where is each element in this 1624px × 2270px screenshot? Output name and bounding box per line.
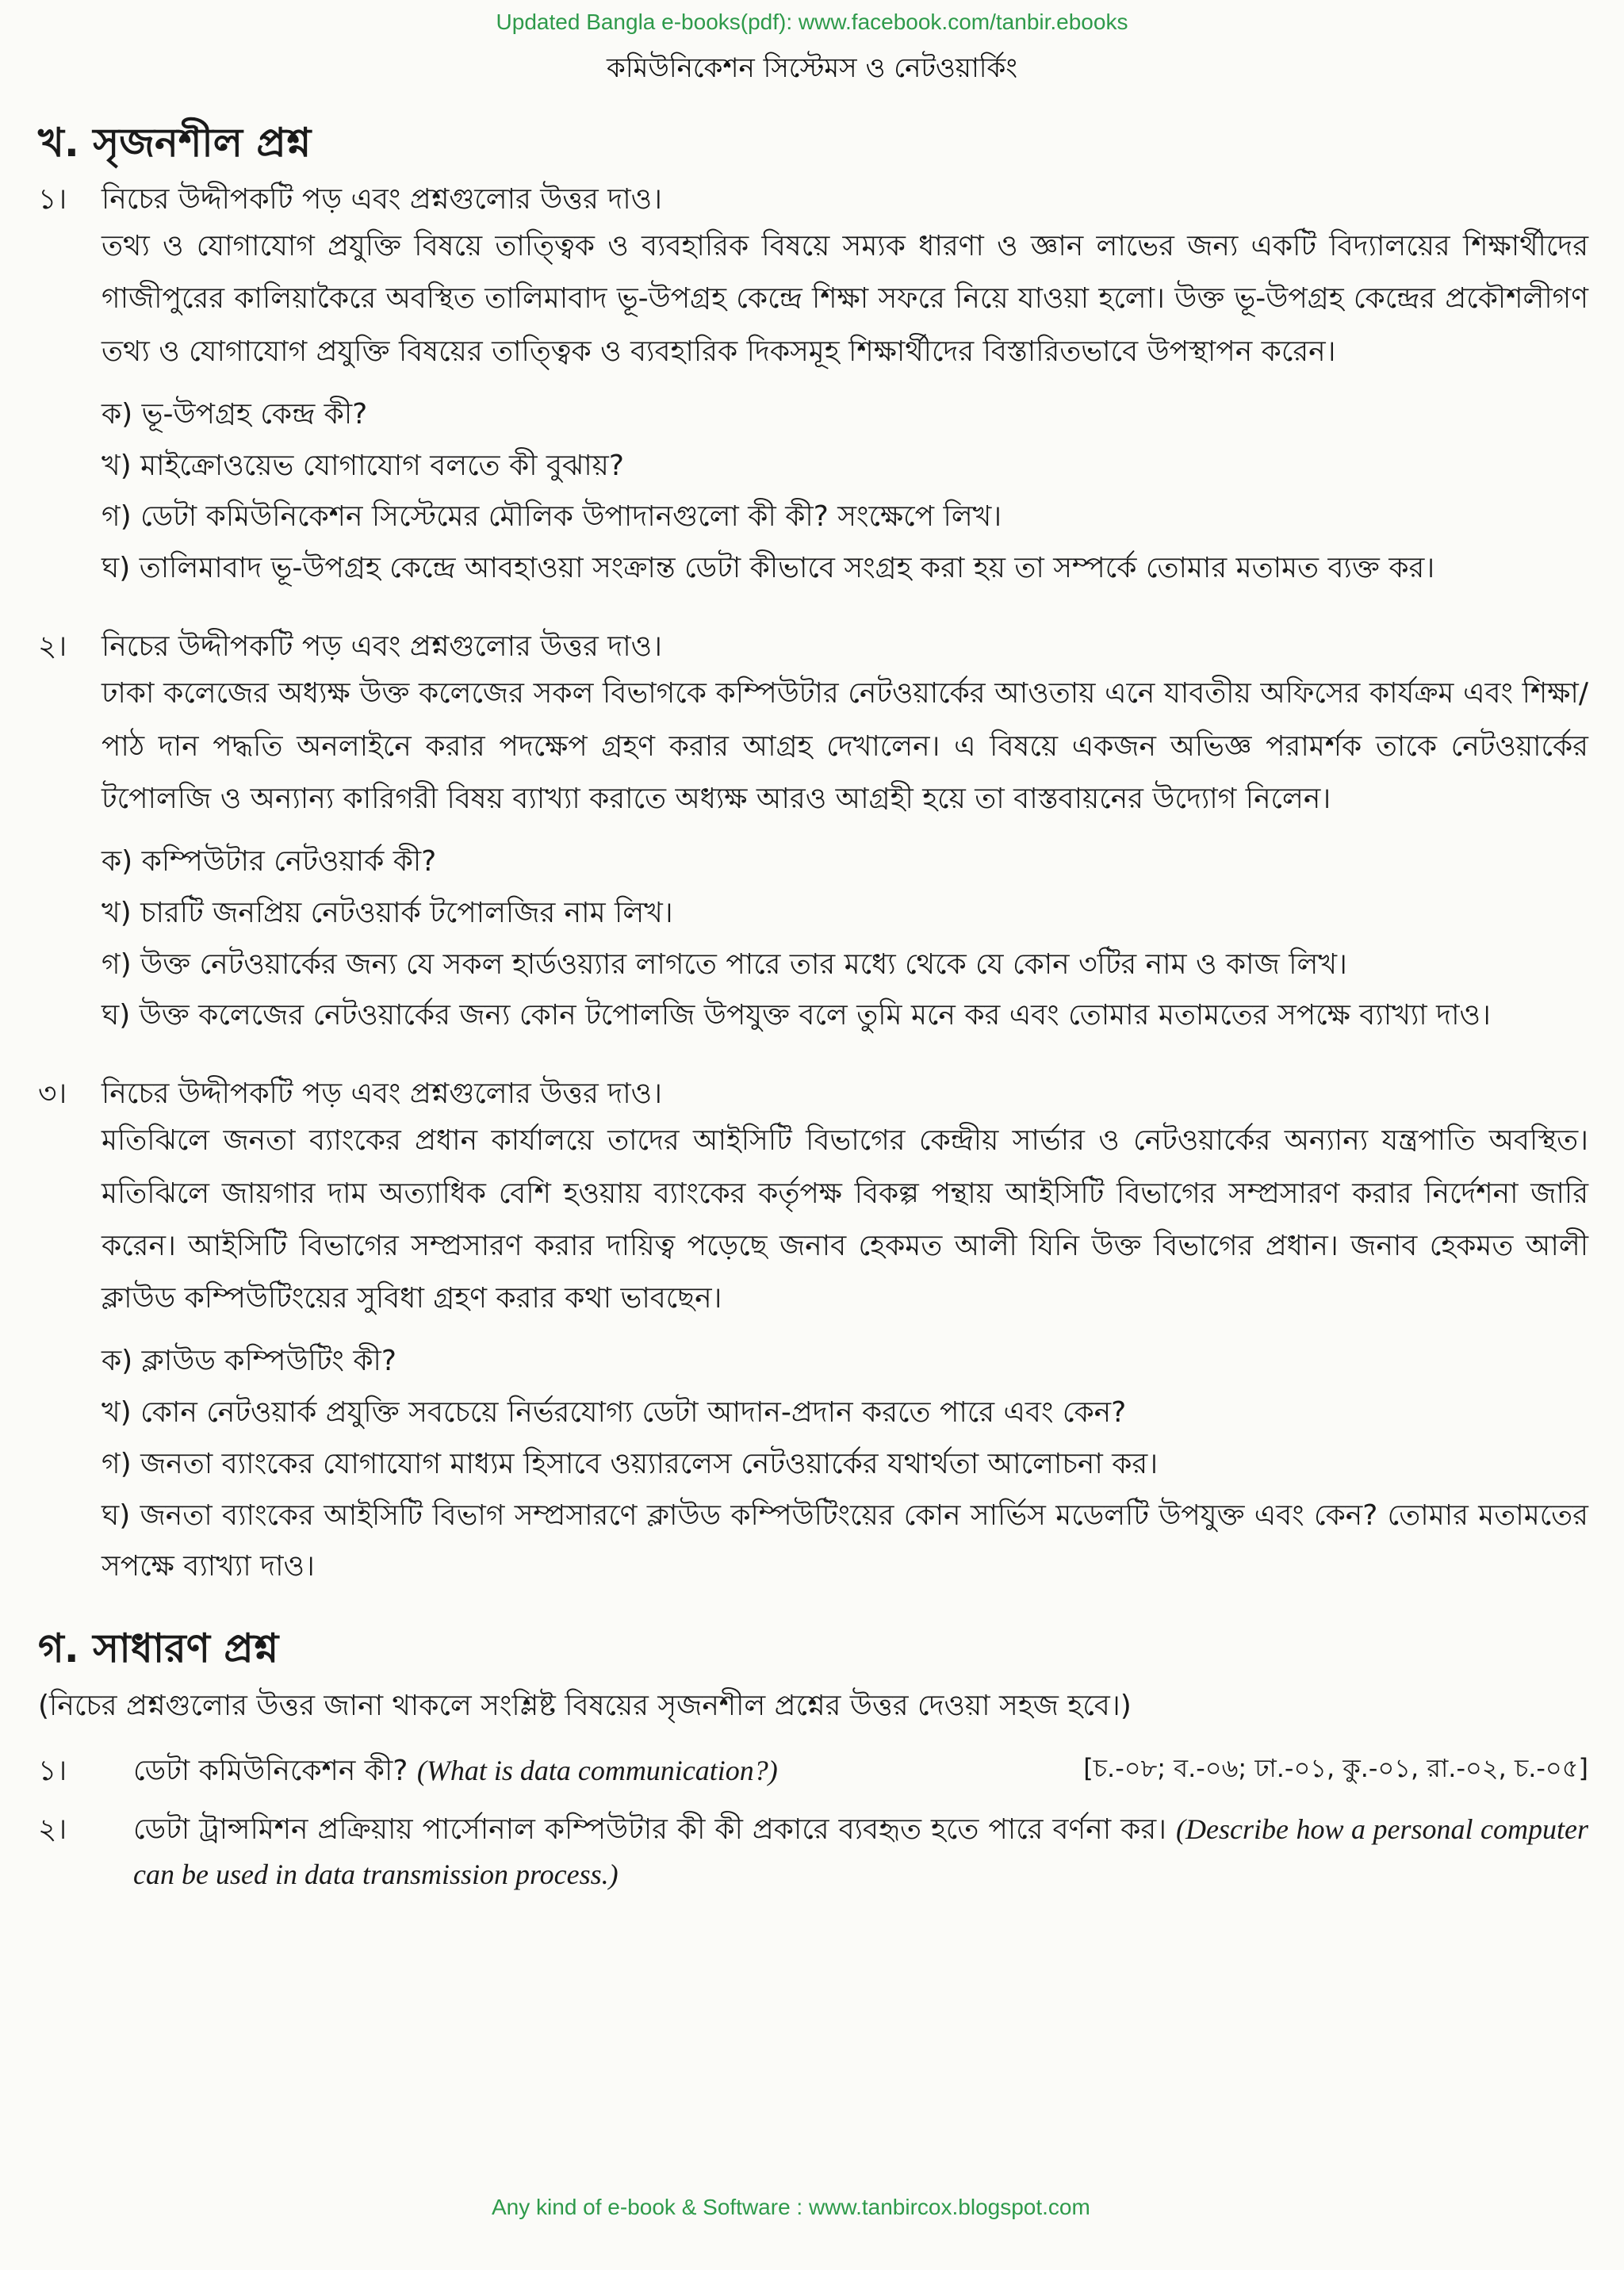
sub-question: ক) ক্লাউড কম্পিউটিং কী? [102,1345,396,1378]
watermark-top: Updated Bangla e-books(pdf): www.facebook.com/tanbir.ebooks [496,10,1128,34]
sub-question: ঘ) উক্ত কলেজের নেটওয়ার্কের জন্য কোন টপোলজি উপযুক্ত বলে তুমি মনে কর এবং তোমার মতামতের সপক্ষে ব্যাখ্যা দাও। [102,999,1491,1032]
question-number: ৩। [38,1078,67,1111]
question-text-bn: ডেটা ট্রান্সমিশন প্রক্রিয়ায় পার্সোনাল কম্পিউটার কী কী প্রকারে ব্যবহৃত হতে পারে বর্ণনা কর। [133,1813,1167,1846]
question-number: ১। [38,1755,67,1788]
question-text-en: (What is data communication?) [416,1755,778,1787]
creative-question [38,626,1588,1042]
general-section-note: (নিচের প্রশ্নগুলোর উত্তর জানা থাকলে সংশ্লিষ্ট বিষয়ের সৃজনশীল প্রশ্নের উত্তর দেওয়া সহজ হবে।) [38,1690,1132,1723]
question-intro: নিচের উদ্দীপকটি পড় এবং প্রশ্নগুলোর উত্তর দাও। [102,630,663,664]
watermark-bottom: Any kind of e-book & Software : www.tanbircox.blogspot.com [492,2195,1090,2219]
question-stem: ঢাকা কলেজের অধ্যক্ষ উক্ত কলেজের সকল বিভাগকে কম্পিউটার নেটওয়ার্কের আওতায় এনে যাবতীয় অফিসের কার্যক্রম এবং শিক্ষা/পাঠ দান পদ্ধতি অনলাইনে করার পদক্ষেপ গ্রহণ করার আগ্রহ দেখালেন। এ বিষয়ে একজন অভিজ্ঞ পরামর্শক তাকে নেটওয়ার্কের টপোলজি ও অন্যান্য কারিগরী বিষয় ব্যাখ্যা করাতে অধ্যক্ষ আরও আগ্রহী হয়ে তা বাস্তবায়নের উদ্যোগ নিলেন। [102,677,1588,815]
question-number: ২। [38,630,67,664]
question-number: ২। [38,1813,67,1846]
question-intro: নিচের উদ্দীপকটি পড় এবং প্রশ্নগুলোর উত্তর দাও। [102,183,663,216]
question-number: ১। [38,183,67,216]
question-intro: নিচের উদ্দীপকটি পড় এবং প্রশ্নগুলোর উত্তর দাও। [102,1078,663,1111]
sub-question: খ) চারটি জনপ্রিয় নেটওয়ার্ক টপোলজির নাম লিখ। [102,896,673,929]
sub-questions [102,389,1588,595]
question-stem: মতিঝিলে জনতা ব্যাংকের প্রধান কার্যালয়ে তাদের আইসিটি বিভাগের কেন্দ্রীয় সার্ভার ও নেটওয়ার্কের অন্যান্য যন্ত্রপাতি অবস্থিত। মতিঝিলে জায়গার দাম অত্যাধিক বেশি হওয়ায় ব্যাংকের কর্তৃপক্ষ বিকল্প পন্থায় আইসিটি বিভাগের সম্প্রসারণ করার নির্দেশনা জারি করেন। আইসিটি বিভাগের সম্প্রসারণ করার দায়িত্ব পড়েছে জনাব হেকমত আলী যিনি উক্ত বিভাগের প্রধান। জনাব হেকমত আলী ক্লাউড কম্পিউটিংয়ের সুবিধা গ্রহণ করার কথা ভাবছেন। [102,1124,1588,1315]
question-text-en: (Describe how a personal computer can be used in data transmission process.) [133,1813,1589,1891]
sub-question: গ) ডেটা কমিউনিকেশন সিস্টেমের মৌলিক উপাদানগুলো কী কী? সংক্ষেপে লিখ। [102,500,1002,534]
sub-question: ঘ) তালিমাবাদ ভূ-উপগ্রহ কেন্দ্রে আবহাওয়া সংক্রান্ত ডেটা কীভাবে সংগ্রহ করা হয় তা সম্পর্কে তোমার মতামত ব্যক্ত কর। [102,552,1435,585]
general-question [38,1807,1588,1898]
general-question [38,1748,1588,1794]
creative-question [38,1074,1588,1593]
running-head: কমিউনিকেশন সিস্টেমস ও নেটওয়ার্কিং [607,52,1017,84]
sub-question: ক) ভূ-উপগ্রহ কেন্দ্র কী? [102,397,368,431]
creative-question [38,179,1588,595]
sub-questions [102,1336,1588,1593]
sub-questions [102,836,1588,1042]
question-text-bn: ডেটা কমিউনিকেশন কী? [133,1755,408,1788]
general-section-title: গ. সাধারণ প্রশ্ন [38,1625,279,1672]
creative-section-title: খ. সৃজনশীল প্রশ্ন [38,120,312,166]
sub-question: খ) মাইক্রোওয়েভ যোগাযোগ বলতে কী বুঝায়? [102,449,624,482]
question-stem: তথ্য ও যোগাযোগ প্রযুক্তি বিষয়ে তাত্ত্বিক ও ব্যবহারিক বিষয়ে সম্যক ধারণা ও জ্ঞান লাভের জন্য একটি বিদ্যালয়ের শিক্ষার্থীদের গাজীপুরের কালিয়াকৈরে অবস্থিত তালিমাবাদ ভূ-উপগ্রহ কেন্দ্রে শিক্ষা সফরে নিয়ে যাওয়া হলো। উক্ত ভূ-উপগ্রহ কেন্দ্রের প্রকৌশলীগণ তথ্য ও যোগাযোগ প্রযুক্তি বিষয়ের তাত্ত্বিক ও ব্যবহারিক দিকসমূহ শিক্ষার্থীদের বিস্তারিতভাবে উপস্থাপন করেন। [102,230,1589,368]
sub-question: গ) উক্ত নেটওয়ার্কের জন্য যে সকল হার্ডওয়্যার লাগতে পারে তার মধ্যে থেকে যে কোন ৩টির নাম ও কাজ লিখ। [102,947,1347,981]
board-reference: [চ.-০৮; ব.-০৬; ঢা.-০১, কু.-০১, রা.-০২, চ.-০৫] [1083,1753,1588,1784]
page-content [38,119,1588,1911]
sub-question: খ) কোন নেটওয়ার্ক প্রযুক্তি সবচেয়ে নির্ভরযোগ্য ডেটা আদান-প্রদান করতে পারে এবং কেন? [102,1396,1127,1430]
sub-question: ঘ) জনতা ব্যাংকের আইসিটি বিভাগ সম্প্রসারণে ক্লাউড কম্পিউটিংয়ের কোন সার্ভিস মডেলটি উপযুক্ত এবং কেন? তোমার মতামতের সপক্ষে ব্যাখ্যা দাও। [102,1499,1588,1583]
sub-question: গ) জনতা ব্যাংকের যোগাযোগ মাধ্যম হিসাবে ওয়্যারলেস নেটওয়ার্কের যথার্থতা আলোচনা কর। [102,1447,1159,1480]
sub-question: ক) কম্পিউটার নেটওয়ার্ক কী? [102,844,437,878]
